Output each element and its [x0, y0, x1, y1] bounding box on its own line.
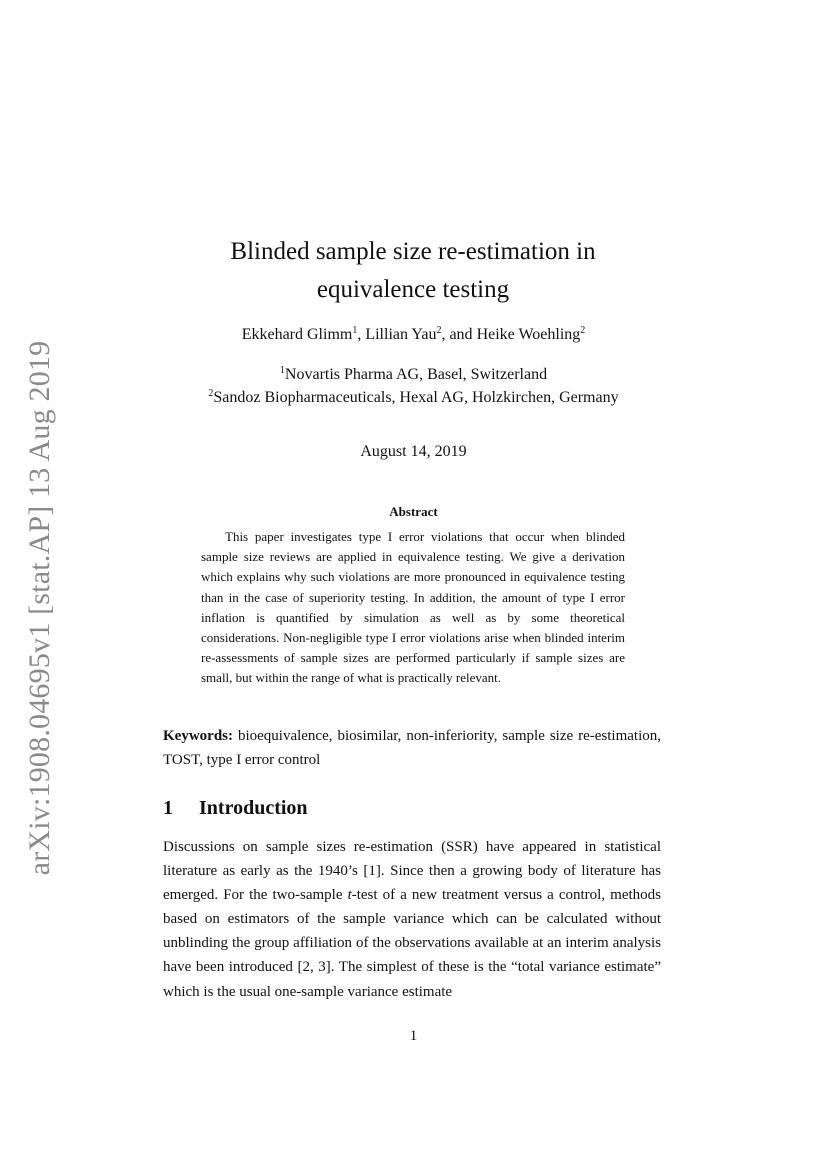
intro-text-part: Discussions on sample sizes re-estimation (SSR) have appeared in statistical literature as early as the 1940’s [1]. Since then a growing body of literature has emerged. For the two-sample	[163, 839, 661, 904]
section-heading	[163, 794, 308, 822]
author-name: Lillian Yau	[365, 326, 437, 343]
page-number: 1	[409, 1028, 418, 1044]
affiliation-text: Sandoz Biopharmaceuticals, Hexal AG, Holzkirchen, Germany	[213, 389, 619, 406]
affiliation-line	[0, 387, 827, 409]
affiliation-line	[0, 364, 827, 386]
affiliation-mark: 2	[436, 325, 442, 336]
keywords-label: Keywords:	[163, 728, 233, 744]
arxiv-identifier: arXiv:1908.04695v1 [stat.AP] 13 Aug 2019	[23, 340, 56, 876]
publication-date: August 14, 2019	[360, 443, 467, 460]
abstract-heading: Abstract	[389, 504, 438, 519]
author-list	[0, 324, 827, 346]
affiliation-mark: 1	[279, 365, 285, 376]
intro-text-part: -test of a new treatment versus a control, methods based on estimators of the sample variance which can be calculated without unblinding the group affiliation of the observations available at an interim analysis have been introduced [2, 3]. The simplest of these is the “total variance estimate” which is the usual one-sample variance estimate	[163, 887, 661, 1000]
section-number: 1	[163, 797, 173, 819]
t-symbol: t	[347, 887, 352, 904]
author-separator: , and	[441, 326, 477, 343]
affiliation-mark: 1	[352, 325, 358, 336]
author-separator: ,	[357, 326, 366, 343]
keywords-text: bioequivalence, biosimilar, non-inferiority, sample size re-estimation, TOST, type I error control	[163, 728, 661, 768]
section-title: Introduction	[199, 797, 308, 819]
affiliation-text: Novartis Pharma AG, Basel, Switzerland	[284, 366, 548, 383]
affiliation-mark: 2	[580, 325, 586, 336]
introduction-paragraph	[163, 835, 661, 1004]
keywords-paragraph	[163, 724, 661, 772]
author-name: Ekkehard Glimm	[241, 326, 353, 343]
affiliation-mark: 2	[208, 388, 214, 399]
abstract-text: This paper investigates type I error violations that occur when blinded sample size reviews are applied in equivalence testing. We give a derivation which explains why such violations are more pronounced in equivalence testing than in the case of superiority testing. In addition, the amount of type I error inflation is quantified by simulation as well as by some theoretical considerations. Non-negligible type I error violations arise when blinded interim re-assessments of sample sizes are performed particularly if sample sizes are small, but within the range of what is practically relevant.	[201, 529, 625, 686]
author-name: Heike Woehling	[476, 326, 581, 343]
paper-title: Blinded sample size re-estimation in equivalence testing	[230, 238, 596, 303]
